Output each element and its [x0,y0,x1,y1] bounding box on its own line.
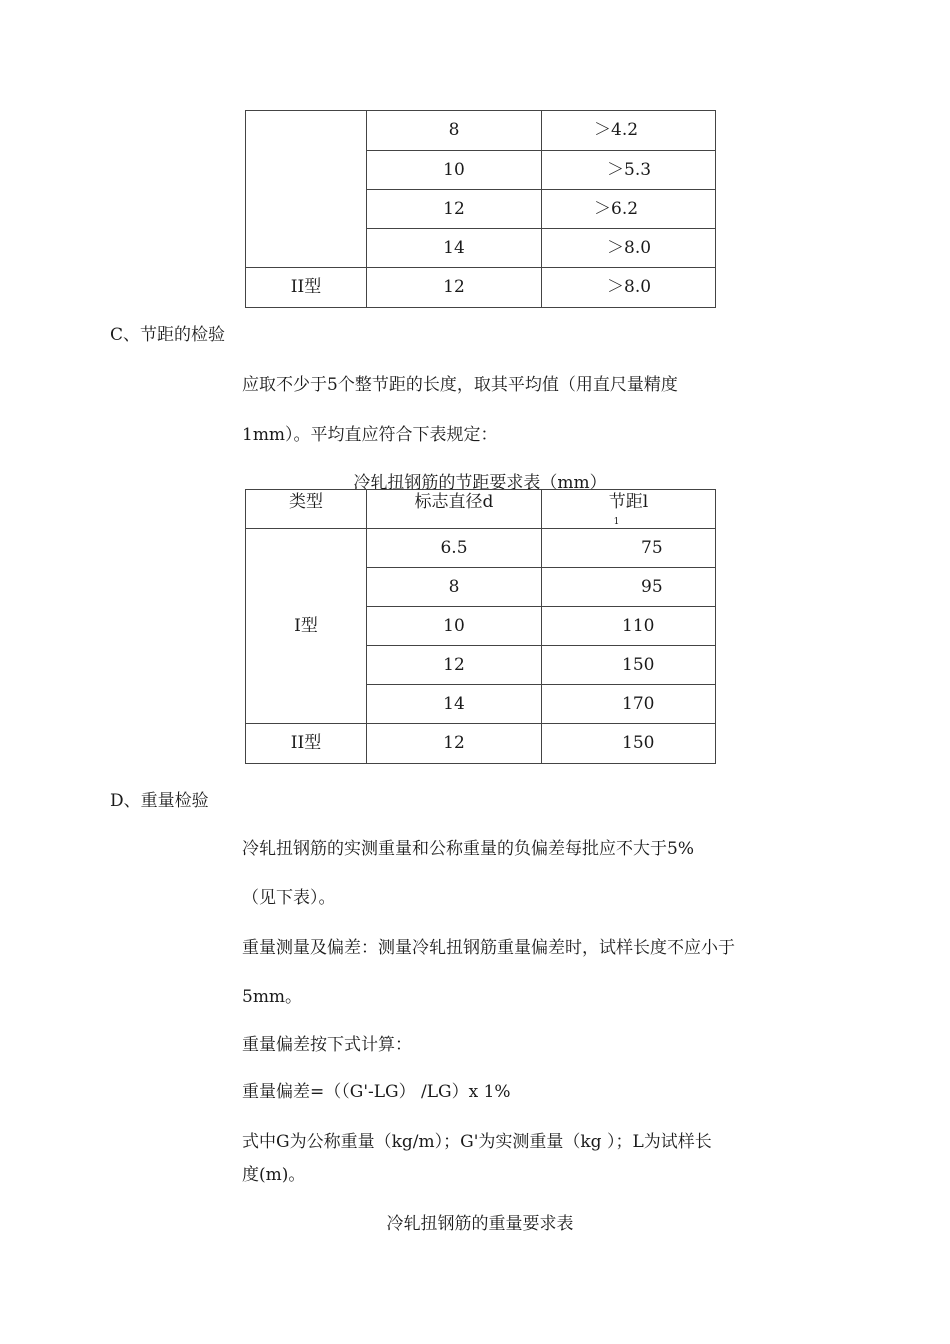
weight-formula: 重量偏差=（（G'-LG） /LG）x 1% [242,1082,511,1102]
pitch-table-caption: 冷轧扭钢筋的节距要求表（mm） [353,473,607,493]
pitch-table [245,489,716,764]
header-pitch-subscript: 1 [613,517,620,527]
section-d-paragraph-1: 冷轧扭钢筋的实测重量和公称重量的负偏差每批应不大于5% [242,839,694,859]
section-c-paragraph-2: 1mm）。平均直应符合下表规定： [242,425,498,445]
pitch-cell: 110 [542,607,716,646]
value-cell: ＞8.0 [542,268,716,308]
value-cell: ＞6.2 [542,190,716,229]
diameter-cell: 12 [367,646,542,685]
table-row [246,268,716,308]
value-cell: ＞8.0 [542,229,716,268]
diameter-cell: 10 [367,151,542,190]
pitch-cell: 75 [542,529,716,568]
diameter-cell: 8 [367,568,542,607]
section-d-paragraph-2: （见下表）。 [242,888,336,908]
table-row [246,724,716,764]
diameter-cell: 12 [367,190,542,229]
diameter-cell: 12 [367,724,542,764]
type-cell: I型 [246,529,367,724]
diameter-cell: 6.5 [367,529,542,568]
strength-table [245,110,716,308]
pitch-cell: 170 [542,685,716,724]
section-d-paragraph-7: 式中G为公称重量（kg/m）；G'为实测重量（kg ）；L为试样长 [242,1132,712,1152]
type-cell-empty [246,111,367,268]
header-pitch-label: 节距l [608,492,649,512]
section-d-heading: D、重量检验 [110,791,209,811]
table-row [246,529,716,568]
table-row [246,111,716,151]
header-diameter: 标志直径d [367,490,542,529]
section-d-paragraph-5: 重量偏差按下式计算： [242,1035,412,1055]
value-cell: ＞5.3 [542,151,716,190]
section-d-paragraph-3: 重量测量及偏差：测量冷轧扭钢筋重量偏差时，试样长度不应小于 [242,938,735,958]
type-cell: II型 [246,268,367,308]
diameter-cell: 10 [367,607,542,646]
diameter-cell: 8 [367,111,542,151]
section-d-paragraph-8: 度(m)。 [242,1165,306,1185]
weight-table-caption: 冷轧扭钢筋的重量要求表 [386,1214,574,1234]
pitch-cell: 150 [542,646,716,685]
section-c-heading: C、节距的检验 [110,325,226,345]
section-c-paragraph-1: 应取不少于5个整节距的长度，取其平均值（用直尺量精度 [242,375,678,395]
diameter-cell: 14 [367,685,542,724]
value-cell: ＞4.2 [542,111,716,151]
diameter-cell: 14 [367,229,542,268]
section-d-paragraph-4: 5mm。 [242,987,303,1007]
type-cell: II型 [246,724,367,764]
header-pitch [542,490,716,529]
table-header-row [246,490,716,529]
header-type: 类型 [246,490,367,529]
pitch-cell: 150 [542,724,716,764]
diameter-cell: 12 [367,268,542,308]
pitch-cell: 95 [542,568,716,607]
